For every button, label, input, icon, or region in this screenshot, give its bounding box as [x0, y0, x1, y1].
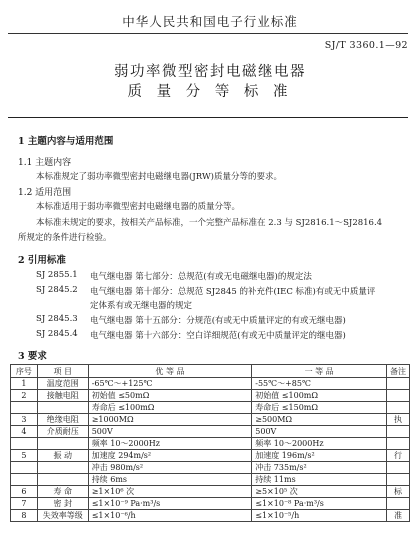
reference-number: SJ 2855.1 — [36, 270, 78, 280]
subsection-1-2-heading: 1.2 适用范围 — [18, 188, 72, 198]
table-header-cell: 一 等 品 — [252, 365, 387, 378]
table-cell-premium: 加速度 294m/s² — [88, 450, 252, 462]
table-header-row — [11, 365, 410, 378]
table-cell-premium: ≤1×10⁻⁹ Pa·m³/s — [88, 498, 252, 510]
table-cell-note: 准 — [386, 510, 409, 522]
table-cell-index: 2 — [11, 390, 38, 402]
table-cell-note — [386, 390, 409, 402]
table-row — [11, 426, 410, 438]
table-cell-index — [11, 402, 38, 414]
table-header-cell: 备注 — [386, 365, 409, 378]
table-cell-note — [386, 438, 409, 450]
table-cell-item — [37, 438, 88, 450]
section-1-heading: 1 主题内容与适用范围 — [18, 136, 114, 147]
table-cell-index: 1 — [11, 378, 38, 390]
table-cell-index: 5 — [11, 450, 38, 462]
table-cell-premium: ≥1×10⁶ 次 — [88, 486, 252, 498]
table-row — [11, 498, 410, 510]
table-cell-first-grade: 500V — [252, 426, 387, 438]
table-cell-note — [386, 426, 409, 438]
table-cell-first-grade: 冲击 735m/s² — [252, 462, 387, 474]
table-cell-first-grade: ≤1×10⁻⁵/h — [252, 510, 387, 522]
reference-number: SJ 2845.2 — [36, 285, 78, 295]
table-cell-premium: 持续 6ms — [88, 474, 252, 486]
document-title: 弱功率微型密封电磁继电器 — [114, 64, 306, 80]
table-cell-note: 标 — [386, 486, 409, 498]
table-cell-first-grade: 初始值 ≤100mΩ — [252, 390, 387, 402]
title-rule — [8, 117, 408, 118]
table-cell-index: 8 — [11, 510, 38, 522]
section-3-heading: 3 要求 — [18, 351, 47, 362]
table-cell-note — [386, 474, 409, 486]
table-cell-note: 执 — [386, 414, 409, 426]
table-cell-first-grade: -55℃～+85℃ — [252, 378, 387, 390]
table-row — [11, 510, 410, 522]
table-cell-first-grade: 频率 10～2000Hz — [252, 438, 387, 450]
table-cell-note: 行 — [386, 450, 409, 462]
table-cell-item: 振 动 — [37, 450, 88, 462]
table-cell-index — [11, 438, 38, 450]
reference-text: 电气继电器 第十部分：总规范 SJ2845 的补充件(IEC 标准)有或无中质量评 — [90, 287, 376, 297]
table-cell-premium: ≤1×10⁻⁶/h — [88, 510, 252, 522]
table-cell-premium: 初始值 ≤50mΩ — [88, 390, 252, 402]
standard-org-header: 中华人民共和国电子行业标准 — [122, 14, 298, 29]
table-cell-note — [386, 402, 409, 414]
table-cell-first-grade: 寿命后 ≤150mΩ — [252, 402, 387, 414]
table-cell-first-grade: ≥5×10⁵ 次 — [252, 486, 387, 498]
reference-text: 定体系有或无继电器的规定 — [90, 301, 193, 311]
table-row — [11, 378, 410, 390]
standard-code: SJ/T 3360.1—92 — [324, 40, 408, 51]
table-cell-note — [386, 462, 409, 474]
table-cell-premium: ≥1000MΩ — [88, 414, 252, 426]
requirements-table — [10, 364, 410, 522]
table-cell-note — [386, 378, 409, 390]
table-cell-note — [386, 498, 409, 510]
table-cell-first-grade: 持续 11ms — [252, 474, 387, 486]
table-cell-item: 温度范围 — [37, 378, 88, 390]
table-row — [11, 486, 410, 498]
table-cell-first-grade: ≥500MΩ — [252, 414, 387, 426]
table-cell-index: 7 — [11, 498, 38, 510]
table-header-cell: 序号 — [11, 365, 38, 378]
table-row — [11, 438, 410, 450]
table-cell-premium: 500V — [88, 426, 252, 438]
document-subtitle: 质 量 分 等 标 准 — [127, 84, 293, 100]
table-row — [11, 474, 410, 486]
table-cell-premium: 寿命后 ≤100mΩ — [88, 402, 252, 414]
table-cell-index — [11, 462, 38, 474]
table-row — [11, 390, 410, 402]
table-cell-item: 失效率等级 — [37, 510, 88, 522]
table-row — [11, 462, 410, 474]
table-row — [11, 450, 410, 462]
table-cell-item — [37, 462, 88, 474]
table-cell-premium: 频率 10～2000Hz — [88, 438, 252, 450]
subsection-1-1-heading: 1.1 主题内容 — [18, 158, 72, 168]
table-cell-item: 寿 命 — [37, 486, 88, 498]
paragraph-1-2: 本标准适用于弱功率微型密封电磁继电器的质量分等。 — [36, 202, 241, 212]
table-row — [11, 402, 410, 414]
table-cell-index: 3 — [11, 414, 38, 426]
table-cell-item — [37, 402, 88, 414]
table-cell-item: 绝缘电阻 — [37, 414, 88, 426]
table-cell-item — [37, 474, 88, 486]
paragraph-1-1: 本标准规定了弱功率微型密封电磁继电器(JRW)质量分等的要求。 — [36, 172, 282, 182]
table-cell-item: 密 封 — [37, 498, 88, 510]
table-cell-index — [11, 474, 38, 486]
table-cell-premium: -65℃～+125℃ — [88, 378, 252, 390]
table-cell-first-grade: 加速度 196m/s² — [252, 450, 387, 462]
table-cell-item: 接触电阻 — [37, 390, 88, 402]
reference-text: 电气继电器 第十五部分：分规范(有或无中质量评定的有或无继电器) — [90, 316, 346, 326]
table-header-cell: 项 目 — [37, 365, 88, 378]
header-rule — [8, 33, 408, 34]
table-row — [11, 414, 410, 426]
table-header-cell: 优 等 品 — [88, 365, 252, 378]
table-cell-item: 介质耐压 — [37, 426, 88, 438]
reference-number: SJ 2845.3 — [36, 314, 78, 324]
paragraph-1-2-cont-2: 所规定的条件进行检验。 — [18, 233, 112, 243]
reference-number: SJ 2845.4 — [36, 329, 78, 339]
table-cell-index: 6 — [11, 486, 38, 498]
section-2-heading: 2 引用标准 — [18, 255, 66, 266]
table-cell-premium: 冲击 980m/s² — [88, 462, 252, 474]
reference-text: 电气继电器 第十六部分：空白详细规范(有或无中质量评定的继电器) — [90, 331, 346, 341]
table-cell-index: 4 — [11, 426, 38, 438]
paragraph-1-2-cont: 本标准未规定的要求，按相关产品标准，一个完整产品标准在 2.3 与 SJ2816.1～SJ2816.4 — [36, 218, 383, 228]
table-cell-first-grade: ≤1×10⁻⁸ Pa·m³/s — [252, 498, 387, 510]
reference-text: 电气继电器 第七部分：总规范(有或无电磁继电器)的规定法 — [90, 272, 312, 282]
